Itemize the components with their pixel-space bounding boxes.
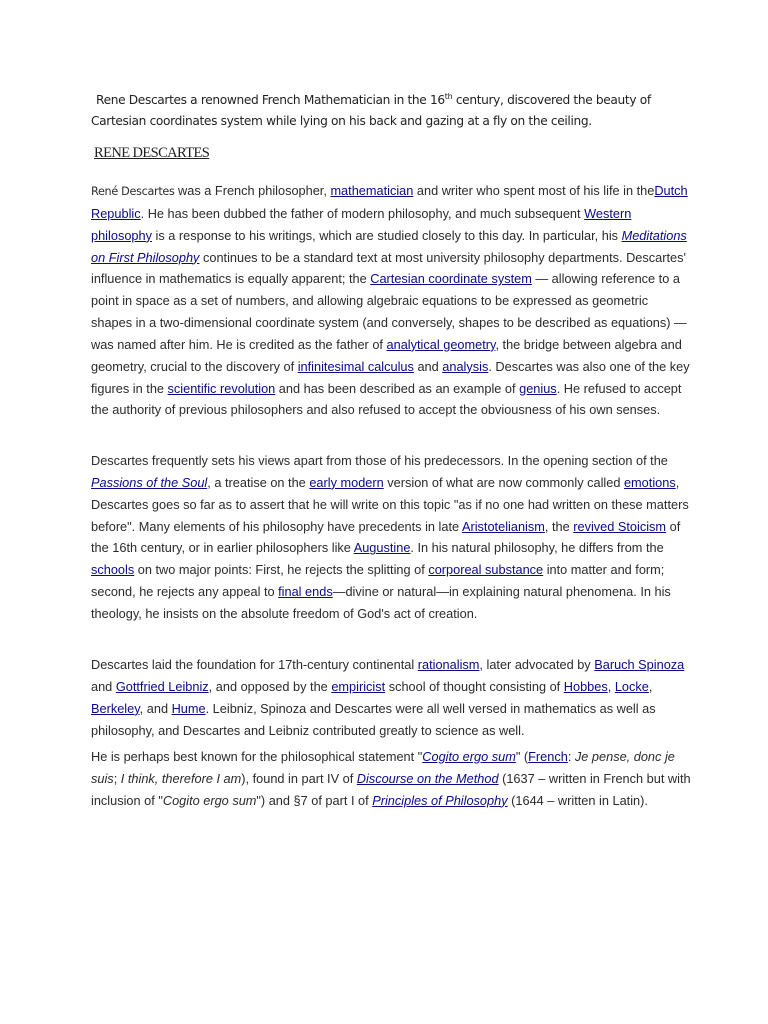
text-run: , Descartes goes so far as to assert that he will write on this topic "as if no one had written on these matters before". Many elements of his philosophy have precedents in late — [91, 474, 689, 534]
text-run: was a French philosopher, — [174, 183, 331, 198]
text-run: school of thought consisting of — [385, 678, 564, 694]
section-heading: RENE DESCARTES — [94, 145, 210, 161]
italic-je-pense: Je pense, donc je suis — [91, 749, 675, 786]
link-empiricist[interactable]: empiricist — [331, 678, 386, 694]
link-cogito-ergo-sum[interactable]: Cogito ergo sum — [422, 749, 516, 764]
paragraph-cogito — [91, 746, 691, 812]
text-run: , later advocated by — [479, 657, 595, 672]
link-french[interactable]: French — [528, 749, 568, 764]
text-run: and has been described as an example of — [275, 380, 520, 396]
link-revived-stoicism[interactable]: revived Stoicism — [573, 518, 667, 534]
text-run: , — [607, 678, 615, 694]
link-berkeley[interactable]: Berkeley — [91, 700, 140, 716]
text-run: into matter and form; second, he rejects any appeal to — [91, 562, 665, 600]
text-run: ") and §7 of part I of — [256, 792, 373, 808]
text-run: of the 16th century, or in earlier philosophers like — [91, 518, 681, 556]
text-run: He is perhaps best known for the philosophical statement " — [91, 749, 423, 764]
text-run: . Leibniz, Spinoza and Descartes were all well versed in mathematics as well as philosophy, and Descartes and Leibniz contributed greatly to science as well. — [91, 700, 656, 738]
intro-text-end: century, discovered the beauty of Cartesian coordinates system while lying on his back and gazing at a fly on the ceiling. — [91, 93, 651, 128]
text-run: , the — [544, 518, 574, 534]
text-run: (1644 – written in Latin). — [507, 792, 648, 808]
text-run: version of what are now commonly called — [383, 474, 624, 490]
text-run: and — [413, 358, 443, 374]
link-discourse-on-the-method[interactable]: Discourse on the Method — [356, 770, 499, 786]
link-infinitesimal-calculus[interactable]: infinitesimal calculus — [297, 358, 414, 374]
italic-i-think: I think, therefore I am — [120, 770, 242, 786]
paragraph-predecessors — [91, 450, 691, 625]
text-run: Descartes frequently sets his views apart from those of his predecessors. In the opening section of the — [91, 453, 668, 468]
link-augustine[interactable]: Augustine — [353, 540, 411, 556]
text-run: on two major points: First, he rejects the splitting of — [134, 562, 429, 578]
text-run: ), found in part IV of — [241, 770, 357, 786]
link-meditations-on-first-philosophy[interactable]: Meditations on First Philosophy — [91, 227, 687, 265]
intro-text-start: Rene Descartes a renowned French Mathematician in the 16 — [96, 93, 445, 107]
text-run: continues to be a standard text at most university philosophy departments. Descartes' influence in mathematics is equally apparent; the — [91, 249, 686, 287]
text-run: and writer who spent most of his life in the — [413, 183, 655, 198]
link-scientific-revolution[interactable]: scientific revolution — [167, 380, 276, 396]
text-run: —divine or natural—in explaining natural phenomena. In his theology, he insists on the absolute freedom of God's act of creation. — [91, 584, 671, 621]
link-gottfried-leibniz[interactable]: Gottfried Leibniz — [115, 678, 209, 694]
text-run: is a response to his writings, which are studied closely to this day. In particular, his — [151, 227, 622, 243]
link-early-modern[interactable]: early modern — [309, 474, 384, 490]
link-corporeal-substance[interactable]: corporeal substance — [428, 562, 544, 578]
text-run: , and opposed by the — [208, 678, 332, 694]
link-analysis[interactable]: analysis — [442, 358, 489, 374]
link-cartesian-coordinate-system[interactable]: Cartesian coordinate system — [370, 271, 532, 287]
text-run: ; — [113, 770, 121, 786]
text-run: " ( — [515, 749, 529, 764]
link-final-ends[interactable]: final ends — [278, 584, 333, 600]
link-dutch-republic[interactable]: Dutch Republic — [91, 183, 688, 221]
link-analytical-geometry[interactable]: analytical geometry — [386, 336, 496, 352]
text-run: — allowing reference to a point in space as a set of numbers, and allowing algebraic equations to be expressed as geometric shapes in a two-dimensional coordinate system (and conversely, shapes to be described as equations) — was named after him. He is credited as the father of — [91, 271, 687, 352]
text-run: . In his natural philosophy, he differs from the — [410, 540, 664, 556]
link-emotions[interactable]: emotions — [623, 474, 676, 490]
link-baruch-spinoza[interactable]: Baruch Spinoza — [594, 657, 685, 672]
text-run: Descartes laid the foundation for 17th-century continental — [91, 657, 418, 672]
link-mathematician[interactable]: mathematician — [330, 183, 414, 198]
text-run: (1637 – written in French but with inclusion of " — [91, 770, 691, 808]
text-run: and — [91, 678, 116, 694]
link-genius[interactable]: genius — [519, 380, 557, 396]
link-passions-of-the-soul[interactable]: Passions of the Soul — [91, 474, 208, 490]
link-hume[interactable]: Hume — [171, 700, 206, 716]
text-run: . Descartes was also one of the key figures in the — [91, 358, 690, 396]
text-run: . He refused to accept the authority of previous philosophers and also refused to accept the obviousness of his own senses. — [91, 380, 682, 418]
text-run: : — [567, 749, 575, 764]
text-run: . He has been dubbed the father of modern philosophy, and much subsequent — [140, 205, 585, 221]
link-schools[interactable]: schools — [91, 562, 135, 578]
link-rationalism[interactable]: rationalism — [417, 657, 480, 672]
paragraph-rationalism — [91, 654, 691, 741]
text-run: , a treatise on the — [207, 474, 310, 490]
intro-paragraph — [91, 90, 691, 132]
link-locke[interactable]: Locke — [614, 678, 649, 694]
link-aristotelianism[interactable]: Aristotelianism — [461, 518, 545, 534]
text-run: , — [648, 678, 653, 694]
text-run: , and — [139, 700, 172, 716]
ordinal-superscript: th — [444, 91, 453, 101]
link-western-philosophy[interactable]: Western philosophy — [91, 205, 632, 243]
link-principles-of-philosophy[interactable]: Principles of Philosophy — [372, 792, 508, 808]
paragraph-biography — [91, 180, 691, 421]
link-hobbes[interactable]: Hobbes — [563, 678, 608, 694]
subject-name: René Descartes — [91, 185, 175, 198]
text-run: , the bridge between algebra and geometry, crucial to the discovery of — [91, 336, 682, 374]
italic-cogito-ergo-sum: Cogito ergo sum — [162, 792, 257, 808]
